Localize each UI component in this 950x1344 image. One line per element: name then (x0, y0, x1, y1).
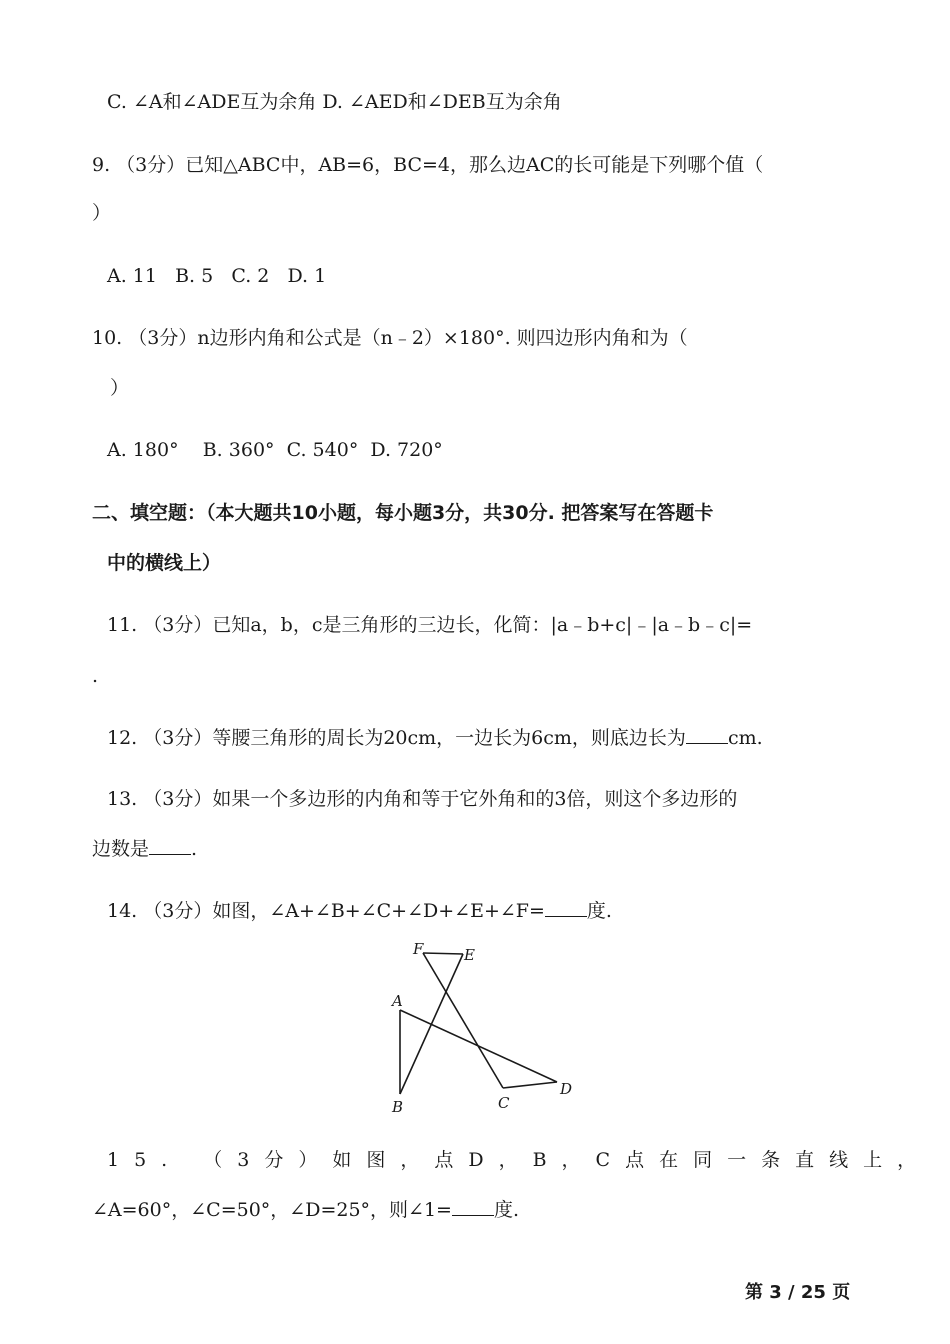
q8-options-cd: C. ∠A和∠ADE互为余角 D. ∠AED和∠DEB互为余角 (107, 91, 562, 113)
q15-answer-blank[interactable] (452, 1197, 494, 1216)
q13-text: 边数是 (92, 838, 150, 860)
label-e: E (464, 946, 475, 964)
q14-text: 14. （3分）如图，∠A+∠B+∠C+∠D+∠E+∠F= (107, 900, 545, 922)
q15-text: ∠A=60°，∠C=50°，∠D=25°，则∠1= (92, 1199, 452, 1221)
q13-line2 (92, 836, 197, 861)
q10-stem-line2: ） (110, 377, 130, 399)
q9-options: A. 11 B. 5 C. 2 D. 1 (107, 265, 327, 287)
q14-unit: 度. (586, 900, 612, 922)
q11-line2: . (92, 665, 99, 687)
q12-answer-blank[interactable] (686, 725, 728, 744)
q14 (107, 898, 612, 923)
q14-answer-blank[interactable] (545, 898, 587, 917)
q12-unit: cm. (727, 727, 763, 749)
section2-heading-line1: 二、填空题：（本大题共10小题，每小题3分，共30分. 把答案写在答题卡 (92, 502, 714, 524)
q14-figure (383, 940, 593, 1120)
label-c: C (498, 1094, 510, 1112)
page-number: 第 3 / 25 页 (745, 1282, 851, 1303)
label-f: F (413, 940, 424, 958)
segment-fe (423, 953, 463, 954)
section2-heading-line2: 中的横线上） (107, 552, 222, 574)
label-b: B (392, 1098, 404, 1116)
q9-stem-line2: ） (92, 202, 112, 224)
segment-fc (423, 953, 503, 1088)
q9-stem-line1: 9. （3分）已知△ABC中，AB=6，BC=4，那么边AC的长可能是下列哪个值（ (92, 154, 764, 176)
q12 (107, 725, 763, 750)
q13-line1: 13. （3分）如果一个多边形的内角和等于它外角和的3倍，则这个多边形的 (107, 788, 738, 810)
q10-stem-line1: 10. （3分）n边形内角和公式是（n﹣2）×180°. 则四边形内角和为（ (92, 327, 688, 349)
label-d: D (560, 1080, 573, 1098)
q15-unit: 度. (493, 1199, 520, 1221)
segment-cd (503, 1082, 557, 1088)
q15-line1: 15. （3分）如图，点D，B，C点在同一条直线上， (107, 1149, 932, 1171)
q13-period: . (191, 838, 198, 860)
label-a: A (392, 992, 403, 1010)
q11-line1: 11. （3分）已知a，b，c是三角形的三边长，化简：|a﹣b+c|﹣|a﹣b﹣c|= (107, 614, 753, 636)
q10-options: A. 180° B. 360° C. 540° D. 720° (107, 439, 443, 461)
q12-text: 12. （3分）等腰三角形的周长为20cm，一边长为6cm，则底边长为 (107, 727, 686, 749)
segment-ad (400, 1010, 557, 1082)
q13-answer-blank[interactable] (149, 836, 191, 855)
q15-line2 (92, 1197, 519, 1222)
